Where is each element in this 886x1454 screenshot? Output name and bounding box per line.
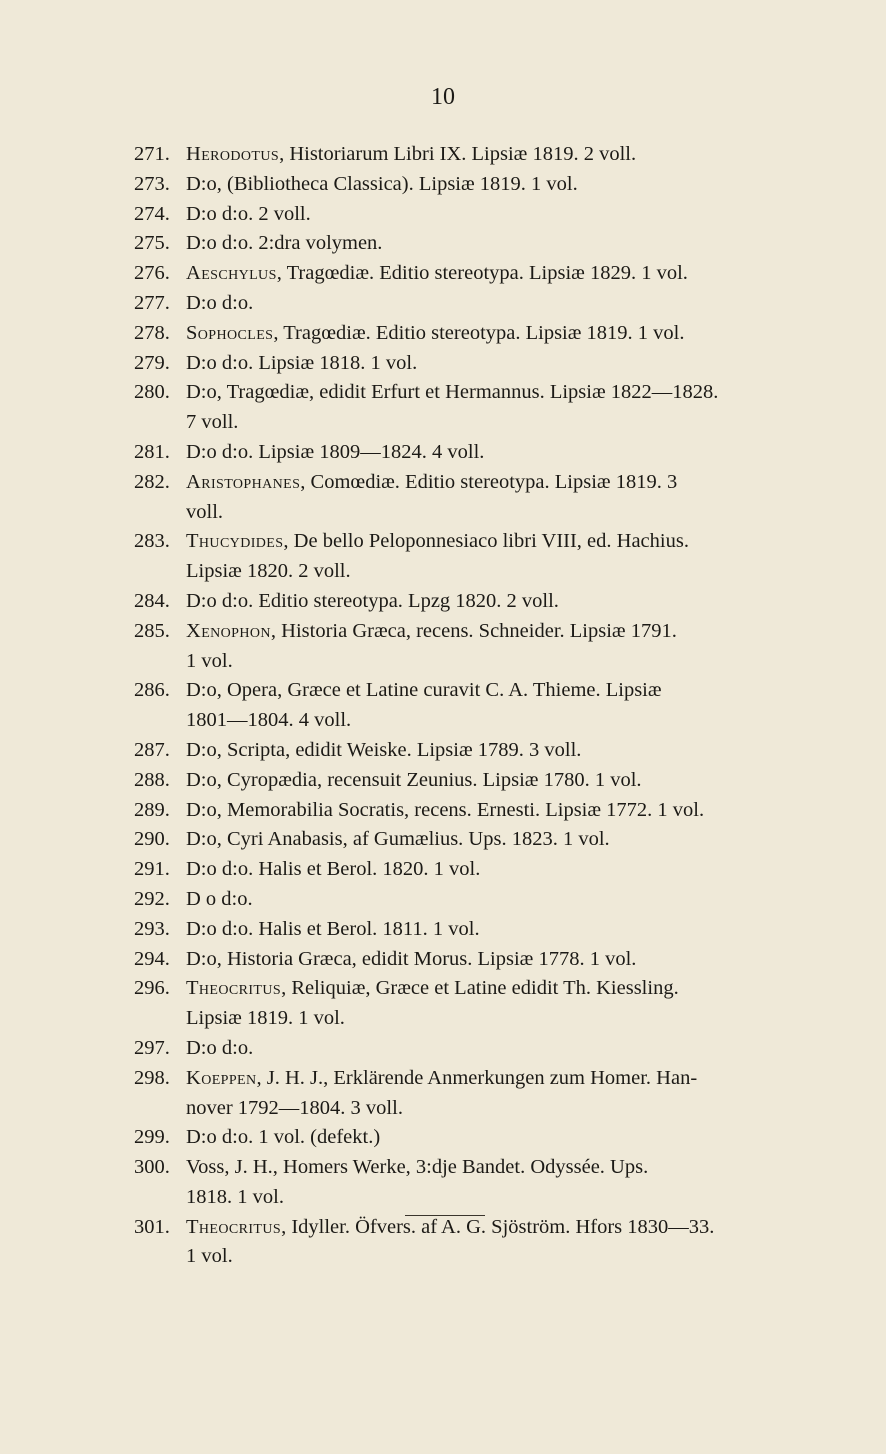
entry-author: Aristophanes bbox=[186, 470, 301, 493]
entry-line bbox=[186, 319, 822, 349]
catalog-entry bbox=[134, 974, 822, 1034]
catalog-entry bbox=[134, 170, 822, 200]
entry-text bbox=[186, 140, 822, 170]
catalog-entry bbox=[134, 587, 822, 617]
entry-line bbox=[186, 1034, 822, 1064]
entry-number: 298. bbox=[134, 1066, 170, 1089]
entry-number: 280. bbox=[134, 381, 170, 404]
entry-line-text: Lipsiæ 1819. 1 vol. bbox=[186, 1007, 345, 1030]
entry-text bbox=[186, 349, 822, 379]
entry-line-text: D:o, Cyropædia, recensuit Zeunius. Lipsiæ 1780. 1 vol. bbox=[186, 768, 642, 791]
entry-line bbox=[186, 259, 822, 289]
entry-text bbox=[186, 527, 822, 587]
catalog-entry bbox=[134, 468, 822, 528]
entry-text bbox=[186, 676, 822, 736]
catalog-entry bbox=[134, 945, 822, 975]
entry-number: 288. bbox=[134, 768, 170, 791]
catalog-entry bbox=[134, 378, 822, 438]
entry-number: 299. bbox=[134, 1126, 170, 1149]
entry-text bbox=[186, 289, 822, 319]
entry-text bbox=[186, 974, 822, 1034]
entry-line bbox=[186, 349, 822, 379]
entry-line-text: , Tragœdiæ. Editio stereotypa. Lipsiæ 1819. 1 vol. bbox=[273, 321, 685, 344]
entry-line-text: , Idyller. Öfvers. af A. G. Sjöström. Hfors 1830—33. bbox=[281, 1215, 715, 1238]
entry-line bbox=[186, 170, 822, 200]
entry-number: 271. bbox=[134, 143, 170, 165]
entry-line bbox=[186, 140, 822, 170]
entry-text bbox=[186, 796, 822, 826]
entry-line bbox=[186, 587, 822, 617]
entry-line bbox=[186, 498, 822, 528]
entry-line-text: , Historiarum Libri IX. Lipsiæ 1819. 2 voll. bbox=[279, 143, 637, 165]
catalog-entry bbox=[134, 676, 822, 736]
entry-text bbox=[186, 170, 822, 200]
entry-line bbox=[186, 676, 822, 706]
catalog-entry bbox=[134, 259, 822, 289]
entry-line-text: D:o d:o. 2:dra volymen. bbox=[186, 232, 383, 255]
entry-number: 293. bbox=[134, 917, 170, 940]
entry-line-text: D:o d:o. Halis et Berol. 1811. 1 vol. bbox=[186, 917, 480, 940]
entry-text bbox=[186, 617, 822, 677]
entry-line bbox=[186, 766, 822, 796]
entry-line-text: D:o d:o. 2 voll. bbox=[186, 202, 311, 225]
catalog-entry bbox=[134, 527, 822, 587]
entry-author: Sophocles bbox=[186, 321, 274, 344]
entry-line-text: D:o d:o. bbox=[186, 1036, 254, 1059]
entry-line-text: Voss, J. H., Homers Werke, 3:dje Bandet. Odyssée. Ups. bbox=[186, 1156, 649, 1179]
entry-number: 277. bbox=[134, 291, 170, 314]
catalog-entry bbox=[134, 1123, 822, 1153]
entry-line-text: D:o, Memorabilia Socratis, recens. Ernesti. Lipsiæ 1772. 1 vol. bbox=[186, 798, 705, 821]
entry-author: Thucydides bbox=[186, 530, 284, 553]
entry-line-text: 1818. 1 vol. bbox=[186, 1185, 284, 1208]
catalog-entry bbox=[134, 1153, 822, 1213]
catalog-entry bbox=[134, 438, 822, 468]
catalog-entry bbox=[134, 1034, 822, 1064]
entry-line-text: Lipsiæ 1820. 2 voll. bbox=[186, 560, 351, 583]
entry-line-text: D:o, Tragœdiæ, edidit Erfurt et Hermannus. Lipsiæ 1822—1828. bbox=[186, 381, 719, 404]
entry-line-text: 1 vol. bbox=[186, 1245, 233, 1268]
entry-text bbox=[186, 1034, 822, 1064]
entry-number: 294. bbox=[134, 947, 170, 970]
catalog-entry bbox=[134, 766, 822, 796]
entry-line bbox=[186, 1123, 822, 1153]
entry-number: 300. bbox=[134, 1156, 170, 1179]
entry-line bbox=[186, 1004, 822, 1034]
entry-line bbox=[186, 527, 822, 557]
entry-line-text: D:o, Opera, Græce et Latine curavit C. A. Thieme. Lipsiæ bbox=[186, 679, 662, 702]
entry-number: 286. bbox=[134, 679, 170, 702]
catalog-entry bbox=[134, 825, 822, 855]
entry-line-text: , Tragœdiæ. Editio stereotypa. Lipsiæ 1829. 1 vol. bbox=[276, 262, 688, 285]
entry-author: Herodotus bbox=[186, 143, 280, 165]
entry-text bbox=[186, 945, 822, 975]
entry-number: 273. bbox=[134, 172, 170, 195]
entry-line bbox=[186, 408, 822, 438]
entry-number: 290. bbox=[134, 828, 170, 851]
catalog-entry bbox=[134, 617, 822, 677]
entry-line-text: , J. H. J., Erklärende Anmerkungen zum Homer. Han- bbox=[256, 1066, 698, 1089]
entry-line bbox=[186, 736, 822, 766]
entry-line-text: D o d:o. bbox=[186, 887, 253, 910]
entry-line bbox=[186, 1153, 822, 1183]
entry-number: 297. bbox=[134, 1036, 170, 1059]
entry-line bbox=[186, 647, 822, 677]
entry-number: 285. bbox=[134, 619, 170, 642]
entry-author: Koeppen bbox=[186, 1066, 257, 1089]
entry-text bbox=[186, 1064, 822, 1124]
entry-text bbox=[186, 319, 822, 349]
catalog-entry bbox=[134, 140, 822, 170]
entry-line-text: , De bello Peloponnesiaco libri VIII, ed. Hachius. bbox=[283, 530, 689, 553]
entry-text bbox=[186, 766, 822, 796]
entry-text bbox=[186, 259, 822, 289]
entry-author: Xenophon bbox=[186, 619, 271, 642]
entry-number: 278. bbox=[134, 321, 170, 344]
entry-line-text: nover 1792—1804. 3 voll. bbox=[186, 1096, 403, 1119]
entry-number: 276. bbox=[134, 262, 170, 285]
catalog-entry bbox=[134, 319, 822, 349]
entry-line bbox=[186, 974, 822, 1004]
entry-line-text: 1801—1804. 4 voll. bbox=[186, 709, 352, 732]
entry-number: 301. bbox=[134, 1215, 170, 1238]
entry-text bbox=[186, 200, 822, 230]
entry-line bbox=[186, 557, 822, 587]
entry-line bbox=[186, 885, 822, 915]
entry-line-text: D:o d:o. 1 vol. (defekt.) bbox=[186, 1126, 381, 1149]
catalog-entry bbox=[134, 229, 822, 259]
entry-line-text: 7 voll. bbox=[186, 411, 239, 434]
entry-line-text: D:o d:o. Halis et Berol. 1820. 1 vol. bbox=[186, 858, 481, 881]
entry-text bbox=[186, 855, 822, 885]
entry-text bbox=[186, 438, 822, 468]
entry-author: Aeschylus bbox=[186, 262, 277, 285]
catalog-entry bbox=[134, 885, 822, 915]
entry-line-text: voll. bbox=[186, 500, 224, 523]
end-rule bbox=[405, 1215, 485, 1216]
entry-text bbox=[186, 915, 822, 945]
entry-line-text: D:o d:o. bbox=[186, 291, 254, 314]
entry-author: Theocritus bbox=[186, 1215, 282, 1238]
page-number: 10 bbox=[431, 84, 455, 110]
entry-line-text: D:o, Historia Græca, edidit Morus. Lipsiæ 1778. 1 vol. bbox=[186, 947, 637, 970]
catalog-entry bbox=[134, 736, 822, 766]
entry-line bbox=[186, 1094, 822, 1124]
entry-text bbox=[186, 885, 822, 915]
entry-line-text: D:o, Cyri Anabasis, af Gumælius. Ups. 1823. 1 vol. bbox=[186, 828, 610, 851]
entry-number: 275. bbox=[134, 232, 170, 255]
entry-line bbox=[186, 1183, 822, 1213]
entry-line-text: D:o d:o. Lipsiæ 1818. 1 vol. bbox=[186, 351, 418, 374]
catalog-entry bbox=[134, 1064, 822, 1124]
entry-number: 274. bbox=[134, 202, 170, 225]
entry-number: 283. bbox=[134, 530, 170, 553]
entry-line-text: , Comœdiæ. Editio stereotypa. Lipsiæ 1819. 3 bbox=[300, 470, 678, 493]
entry-line bbox=[186, 617, 822, 647]
entry-line-text: D:o, (Bibliotheca Classica). Lipsiæ 1819. 1 vol. bbox=[186, 172, 578, 195]
entry-number: 279. bbox=[134, 351, 170, 374]
entry-text bbox=[186, 1123, 822, 1153]
entry-number: 281. bbox=[134, 440, 170, 463]
entry-line bbox=[186, 915, 822, 945]
entry-line bbox=[186, 229, 822, 259]
entry-line-text: D:o d:o. Lipsiæ 1809—1824. 4 voll. bbox=[186, 440, 485, 463]
entry-line bbox=[186, 378, 822, 408]
entry-line bbox=[186, 796, 822, 826]
entry-line bbox=[186, 438, 822, 468]
entry-line-text: D:o d:o. Editio stereotypa. Lpzg 1820. 2 voll. bbox=[186, 589, 559, 612]
entry-line bbox=[186, 706, 822, 736]
entry-number: 282. bbox=[134, 470, 170, 493]
entry-line bbox=[186, 468, 822, 498]
catalog-entry bbox=[134, 289, 822, 319]
entry-line bbox=[186, 825, 822, 855]
entry-text bbox=[186, 1213, 822, 1273]
entry-text bbox=[186, 736, 822, 766]
entry-line-text: , Historia Græca, recens. Schneider. Lipsiæ 1791. bbox=[270, 619, 677, 642]
entry-text bbox=[186, 825, 822, 855]
entry-line-text: 1 vol. bbox=[186, 649, 233, 672]
catalog-entry bbox=[134, 855, 822, 885]
entry-line-text: , Reliquiæ, Græce et Latine edidit Th. Kiessling. bbox=[281, 977, 679, 1000]
entry-text bbox=[186, 378, 822, 438]
entry-line bbox=[186, 855, 822, 885]
entry-line bbox=[186, 945, 822, 975]
entry-list bbox=[134, 140, 822, 1272]
entry-number: 291. bbox=[134, 858, 170, 881]
entry-text bbox=[186, 468, 822, 528]
catalog-entry bbox=[134, 796, 822, 826]
entry-number: 292. bbox=[134, 887, 170, 910]
entry-text bbox=[186, 587, 822, 617]
entry-line bbox=[186, 1242, 822, 1272]
entry-line-text: D:o, Scripta, edidit Weiske. Lipsiæ 1789. 3 voll. bbox=[186, 738, 582, 761]
entry-text bbox=[186, 229, 822, 259]
entry-line bbox=[186, 1064, 822, 1094]
entry-line bbox=[186, 200, 822, 230]
catalog-entry bbox=[134, 349, 822, 379]
catalog-entry bbox=[134, 915, 822, 945]
catalog-entry bbox=[134, 1213, 822, 1273]
entry-author: Theocritus bbox=[186, 977, 282, 1000]
catalog-entry bbox=[134, 200, 822, 230]
entry-number: 284. bbox=[134, 589, 170, 612]
entry-line bbox=[186, 289, 822, 319]
entry-number: 296. bbox=[134, 977, 170, 1000]
entry-number: 289. bbox=[134, 798, 170, 821]
entry-line bbox=[186, 1213, 822, 1243]
entry-number: 287. bbox=[134, 738, 170, 761]
entry-text bbox=[186, 1153, 822, 1213]
